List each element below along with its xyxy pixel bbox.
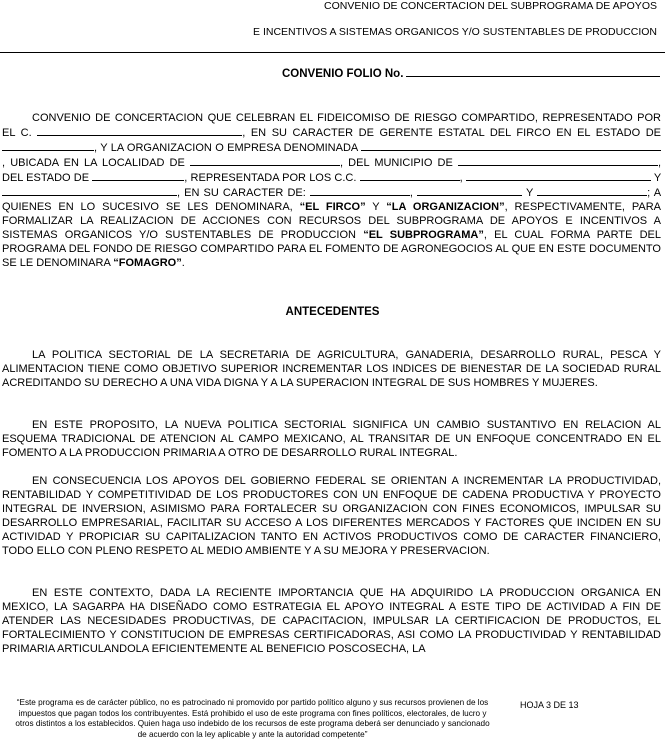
blank-estado xyxy=(2,140,94,151)
antecedentes-heading: ANTECEDENTES xyxy=(285,306,380,318)
antecedentes-paragraph-4: EN ESTE CONTEXTO, DADA LA RECIENTE IMPORTANCIA QUE HA ADQUIRIDO LA PRODUCCION ORGANICA EN MEXICO, LA SAGARPA HA DISEÑADO COMO ESTRATEGIA EL APOYO INTEGRAL A ESTE TIPO DE ACTIVIDAD A FIN DE ATENDER LAS NECESIDADES PRODUCTIVAS, DE CAPACITACION, IMPULSAR LA CERTIFICACION DE PRODUCTOS, EL FORTALECIMIENTO Y CONSTITUCION DE EMPRESAS CERTIFICADORAS, ASI COMO LA PRODUCTIVIDAD Y RENTABILIDAD PRIMARIA ARTICULANDOLA EFICIENTEMENTE AL BENEFICIO POSCOSECHA, LA xyxy=(2,587,661,655)
header-line-1: CONVENIO DE CONCERTACION DEL SUBPROGRAMA DE APOYOS xyxy=(324,0,657,12)
antecedentes-paragraph-1: LA POLITICA SECTORIAL DE LA SECRETARIA DE AGRICULTURA, GANADERIA, DESARROLLO RURAL, PESCA Y ALIMENTACION TIENE COMO OBJETIVO SUPERIOR INCREMENTAR LOS INDICES DE BIENESTAR DE LA SOCIEDAD RURAL ACREDITANDO SU DERECHO A UNA VIDA DIGNA Y A LA SUPERACION INTEGRAL DE SUS HOMBRES Y MUJERES. xyxy=(2,349,661,389)
blank-caracter-3 xyxy=(537,185,647,196)
folio-row xyxy=(282,66,660,80)
blank-organizacion xyxy=(361,140,661,151)
blank-cc-1 xyxy=(360,170,460,181)
blank-cc-3 xyxy=(2,185,177,196)
intro-paragraph: CONVENIO DE CONCERTACION QUE CELEBRAN EL FIDEICOMISO DE RIESGO COMPARTIDO, REPRESENTADO POR EL C. , EN SU CARACTER DE GERENTE ESTATAL DEL FIRCO EN EL ESTADO DE , Y LA ORGANIZACION O EMPRESA DENOMINADA , UBICADA EN LA LOCALIDAD DE , DEL MUNICIPIO DE , DEL ESTADO DE , REPRESENTADA POR LOS C.C. , Y , EN SU CARACTER DE: , Y ; A QUIENES EN LO SUCESIVO SE LES DENOMINARA, “EL FIRCO” Y “LA ORGANIZACION”, RESPECTIVAMENTE, PARA FORMALIZAR LA REALIZACION DE ACCIONES CON RECURSOS DEL SUBPROGRAMA DE APOYOS E INCENTIVOS A SISTEMAS ORGANICOS Y/O SUSTENTABLES DE PRODUCCION “EL SUBPROGRAMA”, EL CUAL FORMA PARTE DEL PROGRAMA DEL FONDO DE RIESGO COMPARTIDO PARA EL FOMENTO DE AGRONEGOCIOS AL QUE EN ESTE DOCUMENTO SE LE DENOMINARA “FOMAGRO”. xyxy=(2,112,662,269)
header-divider xyxy=(0,52,665,53)
header-line-2: E INCENTIVOS A SISTEMAS ORGANICOS Y/O SUSTENTABLES DE PRODUCCION xyxy=(253,26,657,38)
folio-blank xyxy=(406,66,660,77)
blank-cc-2 xyxy=(466,170,651,181)
antecedentes-paragraph-2: EN ESTE PROPOSITO, LA NUEVA POLITICA SECTORIAL SIGNIFICA UN CAMBIO SUSTANTIVO EN RELACION AL ESQUEMA TRADICIONAL DE ATENCION AL CAMPO MEXICANO, AL TRANSITAR DE UN ENFOQUE CONCENTRADO EN EL FOMENTO A LA PRODUCCION PRIMARIA A OTRO DE DESARROLLO RURAL INTEGRAL. xyxy=(2,419,661,459)
blank-estado-2 xyxy=(92,170,184,181)
antecedentes-paragraph-3: EN CONSECUENCIA LOS APOYOS DEL GOBIERNO FEDERAL SE ORIENTAN A INCREMENTAR LA PRODUCTIVIDAD, RENTABILIDAD Y COMPETITIVIDAD DE LOS PRODUCTORES CON UN ENFOQUE DE CADENA PRODUCTIVA Y PROYECTO INTEGRAL DE INVERSION, ASIMISMO PARA FORTALECER SU ORGANIZACION CON FINES ECONOMICOS, IMPULSAR SU DESARROLLO EMPRESARIAL, FACILITAR SU ACCESO A LOS DIFERENTES MERCADOS Y FACTORES QUE INCIDEN EN SU ACTIVIDAD Y PROPICIAR SU CAPITALIZACION TANTO EN ACTIVOS PRODUCTIVOS COMO DE CARACTER FINANCIERO, TODO ELLO CON PLENO RESPETO AL MEDIO AMBIENTE Y A SU MEJORA Y PRESERVACION. xyxy=(2,475,661,557)
page-number: HOJA 3 DE 13 xyxy=(520,700,579,710)
blank-representante xyxy=(37,125,242,136)
blank-caracter-2 xyxy=(417,185,522,196)
blank-caracter-1 xyxy=(310,185,410,196)
blank-municipio xyxy=(458,155,658,166)
footer-legal-note: “Este programa es de carácter público, no es patrocinado ni promovido por partido político alguno y sus recursos provienen de los impuestos que pagan todos los contribuyentes. Está prohibido el uso de este programa con fines políticos, electorales, de lucro y otros distintos a los establecidos. Quien haga uso indebido de los recursos de este programa deberá ser denunciado y sancionado de acuerdo con la ley aplicable y ante la autoridad competente” xyxy=(15,698,490,739)
folio-label: CONVENIO FOLIO No. xyxy=(282,68,404,80)
blank-localidad xyxy=(190,155,340,166)
